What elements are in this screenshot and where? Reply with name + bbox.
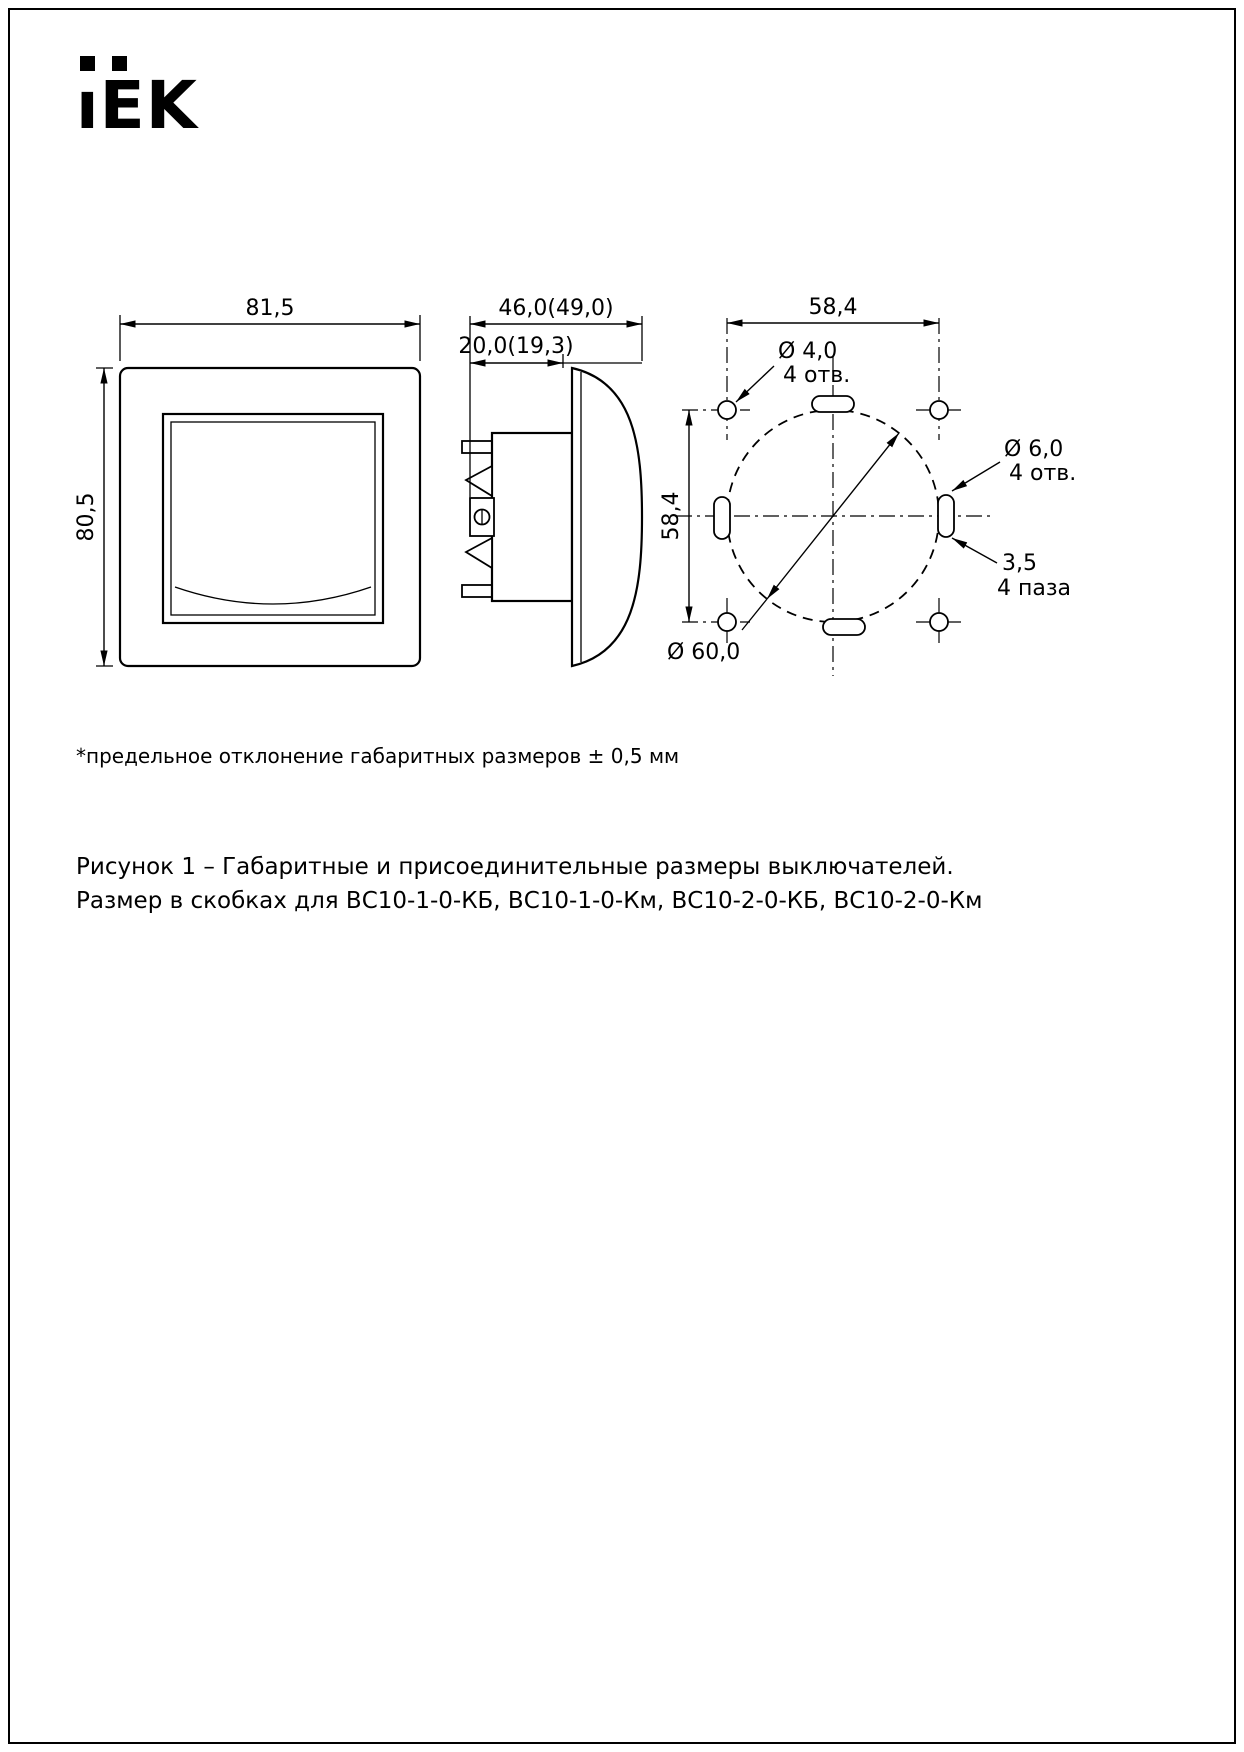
big-hole-dia-label: Ø 6,0 (1004, 437, 1064, 462)
logo-text: ıEK (76, 67, 198, 144)
slot-left (714, 497, 730, 539)
corner-hole-top-right (930, 401, 948, 419)
front-depth-dim-label: 20,0(19,3) (458, 334, 574, 359)
figure-caption (76, 850, 982, 918)
small-hole-leader (736, 366, 774, 402)
slot-top (812, 396, 854, 412)
iek-logo (76, 56, 200, 144)
h-spacing-dim-label: 58,4 (808, 295, 858, 320)
slot-qty-label: 4 паза (997, 576, 1072, 601)
figure-caption-line2: Размер в скобках для ВС10-1-0-КБ, ВС10-1-0-Км, ВС10-2-0-КБ, ВС10-2-0-Км (76, 888, 983, 914)
slot-right (938, 495, 954, 537)
side-plate-profile (572, 368, 642, 666)
technical-drawing (0, 0, 1244, 730)
v-spacing-dim-label: 58,4 (659, 491, 684, 541)
side-mechanism-body (492, 433, 572, 601)
circle-dia-leader-ext (742, 599, 767, 630)
front-key-frame (163, 414, 383, 623)
big-hole-leader (952, 462, 1000, 491)
width-dim-label: 81,5 (245, 296, 295, 321)
corner-hole-bottom-left (718, 613, 736, 631)
side-view (458, 296, 642, 666)
slot-width-label: 3,5 (1002, 551, 1037, 576)
small-hole-qty-label: 4 отв. (783, 363, 851, 388)
corner-hole-bottom-right (930, 613, 948, 631)
slot-bottom (823, 619, 865, 635)
slot-leader (952, 538, 997, 563)
front-view (74, 296, 420, 666)
small-hole-dia-label: Ø 4,0 (778, 339, 838, 364)
big-hole-qty-label: 4 отв. (1009, 461, 1077, 486)
height-dim-label: 80,5 (74, 492, 99, 542)
figure-caption-line1: Рисунок 1 – Габаритные и присоединительные размеры выключателей. (76, 854, 954, 880)
circle-dia-label: Ø 60,0 (667, 640, 741, 665)
corner-hole-top-left (718, 401, 736, 419)
side-claw-bottom (466, 538, 492, 568)
depth-dim-label: 46,0(49,0) (498, 296, 614, 321)
back-view (659, 295, 1076, 676)
tolerance-note: *предельное отклонение габаритных размеров ± 0,5 мм (76, 744, 680, 768)
